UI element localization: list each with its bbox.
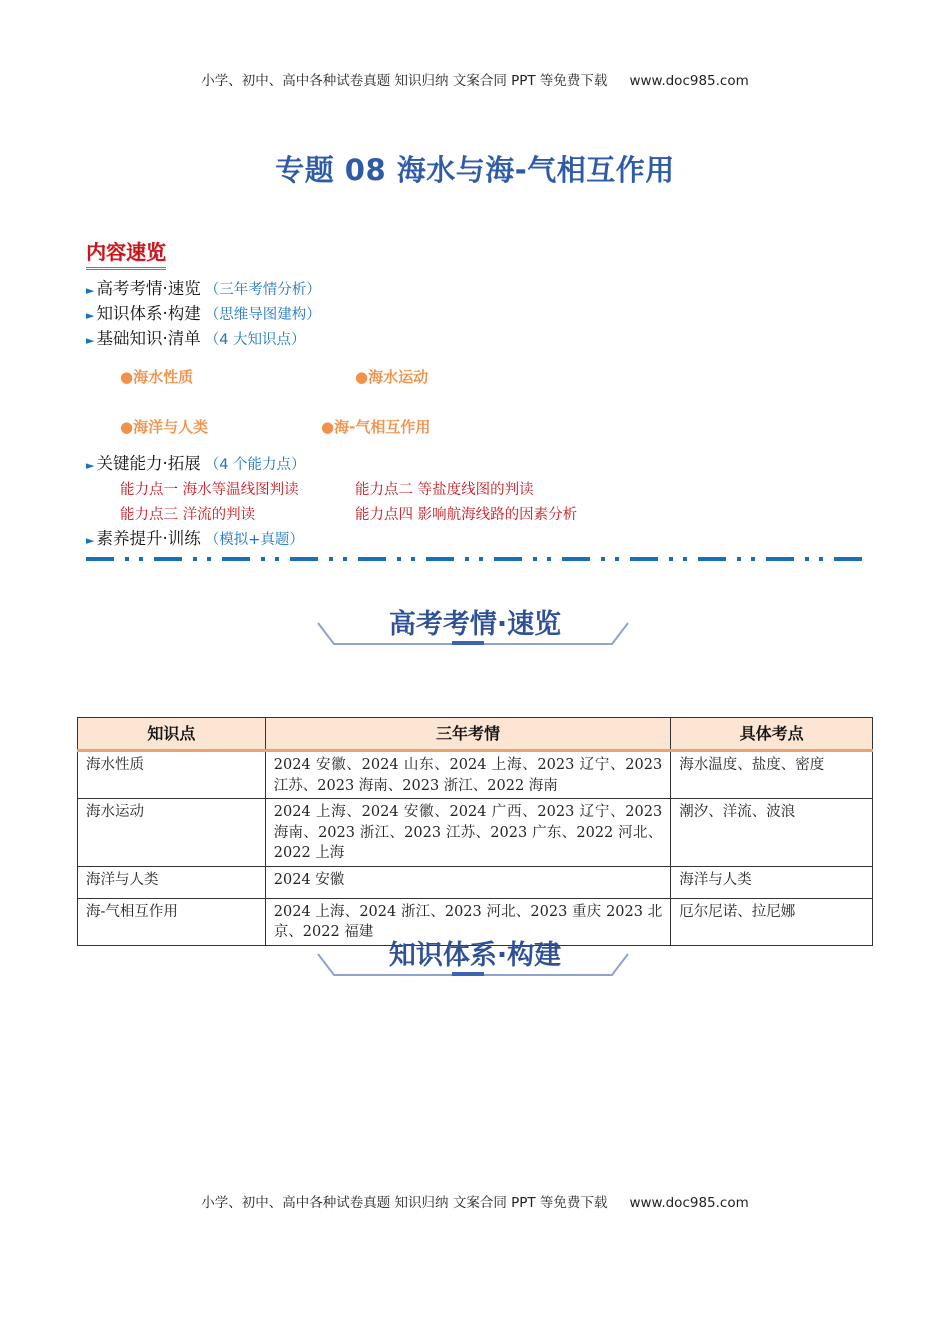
page-footer [0,1191,950,1211]
footer-site-link[interactable]: www.doc985.com [629,1195,749,1211]
cell-points: 海洋与人类 [671,866,873,898]
knowledge-point-2[interactable]: ●海水运动 [355,368,429,386]
arrow-right-icon: ► [86,284,95,297]
cell-topic: 海-气相互作用 [78,898,266,945]
toc-label: 高考考情·速览 [96,279,201,298]
toc-item-exam-overview[interactable] [86,275,321,300]
toc-label: 知识体系·构建 [96,304,201,323]
document-title: 专题 08 海水与海-气相互作用 [275,153,675,187]
cell-topic: 海洋与人类 [78,866,266,898]
toc-item-basic-knowledge[interactable] [86,325,321,350]
table-row [78,866,873,898]
header-ppt: PPT [511,73,536,89]
ability-point-2[interactable]: 能力点二 等盐度线图的判读 [355,482,534,498]
toc-sub: （模拟+真题） [204,532,304,548]
arrow-right-icon: ► [86,309,95,322]
cell-exams: 2024 安徽 [265,866,670,898]
table-row [78,799,873,867]
knowledge-point-1[interactable]: ●海水性质 [120,368,194,386]
section-banner-exam-overview [86,598,864,658]
arrow-right-icon: ► [86,334,95,347]
toc-list-2 [86,450,306,475]
footer-text: 小学、初中、高中各种试卷真题 知识归纳 文案合同 [201,1195,512,1211]
ability-point-3[interactable]: 能力点三 洋流的判读 [120,507,256,523]
toc-sub: （三年考情分析） [204,282,321,298]
header-text: 小学、初中、高中各种试卷真题 知识归纳 文案合同 [201,73,512,89]
knowledge-point-3[interactable]: ●海洋与人类 [120,418,209,436]
cell-exams: 2024 上海、2024 安徽、2024 广西、2023 辽宁、2023 海南、2023 浙江、2023 江苏、2023 广东、2022 河北、2022 上海 [265,799,670,867]
toc-label: 基础知识·清单 [96,329,201,348]
cell-exams: 2024 上海、2024 浙江、2023 河北、2023 重庆 2023 北京、2022 福建 [265,898,670,945]
toc-list [86,275,321,350]
section-banner-knowledge-system [86,929,864,989]
section-title: 高考考情·速览 [388,609,562,640]
knowledge-point-4[interactable]: ●海-气相互作用 [321,418,431,436]
section-title: 知识体系·构建 [388,940,562,971]
exam-analysis-table [77,717,873,946]
column-header: 知识点 [78,718,266,751]
ability-point-1[interactable]: 能力点一 海水等温线图判读 [120,482,299,498]
column-header: 具体考点 [671,718,873,751]
toc-label: 素养提升·训练 [96,529,201,548]
footer-ppt: PPT [511,1195,536,1211]
header-text2: 等免费下载 [535,73,608,89]
toc-item-key-abilities[interactable] [86,450,306,475]
toc-sub: （4 大知识点） [204,332,306,348]
column-header: 三年考情 [265,718,670,751]
dash-dot-divider [86,557,864,561]
arrow-right-icon: ► [86,534,95,547]
toc-item-literacy-training[interactable] [86,525,304,550]
ability-point-4[interactable]: 能力点四 影响航海线路的因素分析 [355,507,578,523]
cell-points: 厄尔尼诺、拉尼娜 [671,898,873,945]
arrow-right-icon: ► [86,459,95,472]
toc-item-knowledge-system[interactable] [86,300,321,325]
header-site-link[interactable]: www.doc985.com [629,73,749,89]
toc-label: 关键能力·拓展 [96,454,201,473]
toc-list-3 [86,525,304,550]
overview-heading: 内容速览 [86,236,166,270]
cell-topic: 海水运动 [78,799,266,867]
cell-points: 海水温度、盐度、密度 [671,751,873,799]
cell-topic: 海水性质 [78,751,266,799]
cell-exams: 2024 安徽、2024 山东、2024 上海、2023 辽宁、2023 江苏、2023 海南、2023 浙江、2022 海南 [265,751,670,799]
page-header [0,69,950,89]
toc-sub: （思维导图建构） [204,307,321,323]
table-header-row [78,718,873,751]
cell-points: 潮汐、洋流、波浪 [671,799,873,867]
footer-text2: 等免费下载 [535,1195,608,1211]
toc-sub: （4 个能力点） [204,457,306,473]
table-row [78,751,873,799]
